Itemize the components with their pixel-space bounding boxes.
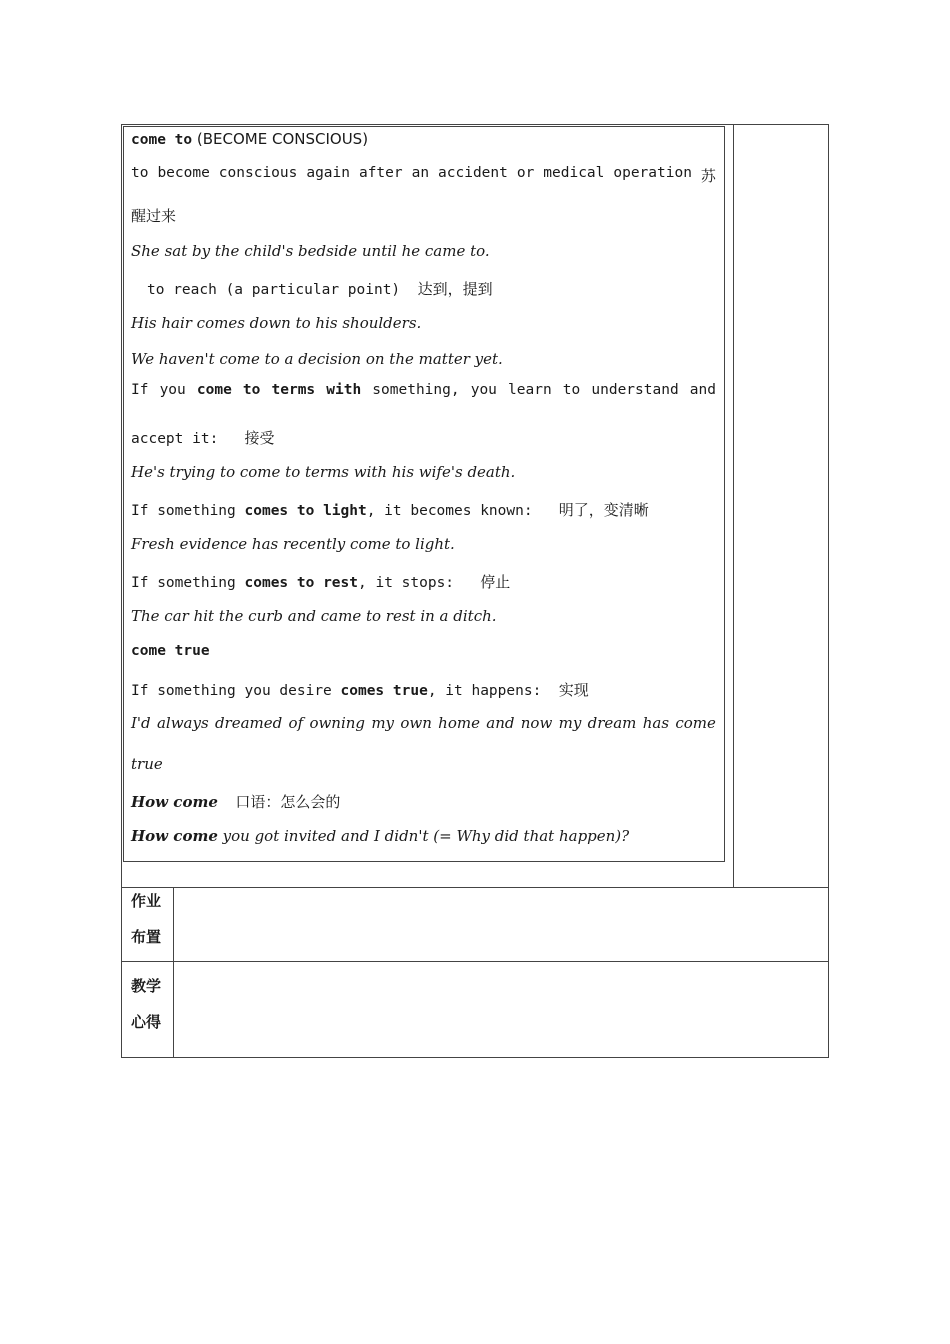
homework-label-line2: 布置 [131,928,162,946]
reflection-label: 教学 [131,977,162,995]
example-sentence: The car hit the curb and came to rest in a ditch. [131,607,497,625]
example-sentence: He's trying to come to terms with his wife's death. [131,463,516,481]
definition: to reach (a particular point) 达到，提到 [147,280,493,298]
entry-come-to-heading [131,130,368,148]
example-sentence: She sat by the child's bedside until he came to. [131,242,490,260]
label-column-divider [173,887,174,1058]
phrase-heading: How come 口语：怎么会的 [131,793,341,811]
phrase-heading: come true [131,643,210,659]
example-sentence: His hair comes down to his shoulders. [131,314,422,332]
content-frame [123,126,725,862]
definition-continued: accept it: 接受 [131,429,275,447]
definition: If something you desire comes true, it happens: 实现 [131,681,589,699]
definition-continued: 醒过来 [131,207,177,225]
right-column-divider [733,124,734,887]
row-divider-reflection [121,961,829,962]
reflection-label-line2: 心得 [131,1013,162,1031]
example-sentence: I'd always dreamed of owning my own home and now my dream has come [131,714,716,732]
sense: (BECOME CONSCIOUS) [192,130,369,148]
example-sentence: How come you got invited and I didn't (= Why did that happen)? [131,827,630,845]
definition: If something comes to rest, it stops: 停止 [131,573,511,591]
row-divider-homework [121,887,829,888]
homework-label: 作业 [131,892,162,910]
example-sentence-continued: true [131,755,163,773]
phrase: come to [131,132,193,148]
definition: to become conscious again after an accident or medical operation 苏 [131,165,716,185]
definition: If you come to terms with something, you learn to understand and [131,382,716,398]
example-sentence: We haven't come to a decision on the matter yet. [131,350,503,368]
example-sentence: Fresh evidence has recently come to light. [131,535,455,553]
definition: If something comes to light, it becomes known: 明了，变清晰 [131,501,649,519]
